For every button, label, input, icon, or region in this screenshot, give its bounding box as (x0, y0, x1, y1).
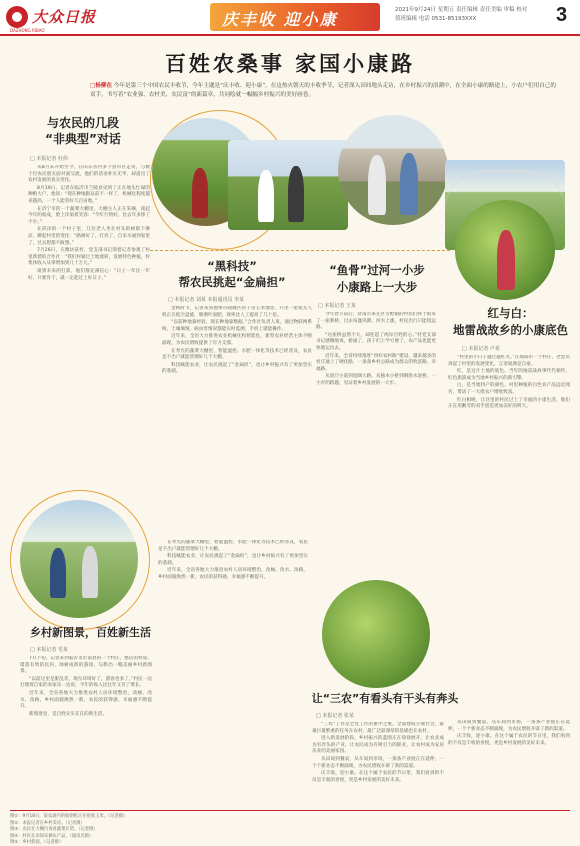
section-3-para: 近年来，全省持续推进“四好农村路”建设，越来越多的村庄通上了硬化路，一条条乡村公路成为群众的致富路、幸福路。 (316, 353, 436, 372)
photo-figure (400, 153, 418, 215)
caption-line: 图③：农民在大棚内查看蔬菜长势。（记者摄） (10, 827, 98, 832)
photo-village-interview (338, 115, 448, 225)
photo-figure (497, 230, 515, 290)
section-2-para: 在寿光的蔬菜大棚里，智能温控、水肥一体化等技术已经普及，农民足不出户就能管理好几个大棚。 (162, 348, 312, 361)
lead-byline: □杨柳在 (90, 83, 113, 89)
section-2-body (162, 306, 312, 536)
section-4-byline: □ 本报记者 卢某 (462, 346, 500, 352)
caption-line: 图②：本报记者在乡村采访。（记者摄） (10, 820, 85, 826)
section-2-para: 近年来，全省大力推进农业机械化和智能化，新型农业经营主体不断涌现，为农民增收提供了有力支撑。 (162, 334, 312, 346)
section-5-byline: □ 本报记者 毛某 (30, 647, 68, 653)
section-3-byline: □ 本报记者 王某 (318, 303, 356, 309)
section-6-body (312, 722, 444, 806)
section-1-para: 8月19日，记者在临沂市兰陵县见到了正在地头忙碌的种粮大户，他说：“现在种地跟以前不一样了，机械化程度越来越高，一个人能管好几百亩地。” (28, 185, 150, 204)
newspaper-logo-icon (6, 6, 28, 28)
photo-figure (82, 546, 98, 598)
photo-farmer-woman (455, 200, 555, 300)
section-6-para: “三农”工作是全党工作的重中之重。全面建成小康社会，最艰巨最繁重的任务在农村，最广泛最深厚的基础也在农村。 (312, 722, 444, 734)
section-1-para: 在菏泽的一个村子里，几位老人坐在村头的树荫下乘凉，聊起村里的变化：“路修好了，灯亮了，自来水通到家里了，过去想都不敢想。” (28, 227, 150, 246)
section-6-body-cont (448, 720, 570, 806)
photo-captions (10, 810, 570, 846)
section-2-para: 金秋时节，记者来到德州市陵城区的千亩玉米地里，只见一架架无人机正在低空盘旋，喷洒叶面肥，效率比人工提高了几十倍。 (162, 306, 312, 318)
section-6-title: 让“三农”有看头有干头有奔头 (311, 692, 459, 705)
section-6-byline: □ 本报记者 张某 (316, 713, 354, 719)
photo-farmers-field (228, 140, 348, 230)
page-headline: 百姓农桑事 家国小康路 (164, 51, 416, 76)
section-4-para: 白，是当地特产的颜色。村里种植的白色农产品远近闻名，带动了一大批农户增收致富。 (448, 383, 570, 395)
photo-figure (258, 170, 274, 222)
section-5-para: 近年来，全省各地大力推进农村人居环境整治，改厕、改水、改路，乡村面貌焕然一新，农民的获得感、幸福感不断提升。 (158, 568, 308, 580)
section-1-para: 谈到未来的打算，他们都充满信心：“日子一年比一年好，只要肯干，就一定能过上好日子。” (28, 268, 150, 281)
photo-figure (50, 548, 66, 598)
section-4-title (448, 305, 573, 339)
section-4-title-line1: 红与白： (487, 306, 534, 320)
date-line (395, 6, 527, 24)
section-4-para: 红白相映，让这里的村民过上了幸福的小康生活，他们正在用勤劳的双手创造更加美好的明天。 (448, 397, 570, 410)
section-2-para: 科技赋能农业，让农民挑起了“金扁担”，也让乡村振兴有了更加坚实的基础。 (158, 554, 308, 566)
newspaper-logo: 大众日报 (32, 8, 97, 26)
page-number: 3 (556, 4, 568, 26)
lead-text: 今年是第三个中国农民丰收节，今年主题是“庆丰收、迎小康”。在这热火朝天的丰收季节，记者深入田间地头走访，在乡村振兴的浪潮中，在全面小康的路途上，小农户们用自己的双手，书写着“农业强、农村美、农民富”的新篇章，共同绘就一幅幅乡村振兴的美好画卷。 (90, 83, 556, 98)
section-6-para: 庆丰收，迎小康。在这个属于农民的节日里，我们看到的不仅是丰收的喜悦，更是乡村发展的美好未来。 (312, 771, 444, 783)
section-2-title (152, 258, 312, 290)
section-1-byline: □ 本报记者 杜伟 (30, 156, 68, 162)
section-2-para: “以前种地靠经验，现在种地靠数据。”合作社负责人说，通过物联网系统，土壤墒情、病虫害情况都能实时监测，手机上就能操作。 (162, 320, 312, 332)
section-6-para: 从田间到餐桌，从车间到市场，一条条产业链正在延伸，一个个新业态不断涌现，为农民增收开辟了新的渠道。 (312, 756, 444, 769)
section-3-para: 从泥泞小道到宽阔大路，从独木小桥到钢筋水泥桥，一小步的跨越，见证着乡村发展的一大步。 (316, 374, 436, 386)
photo-harvest-produce (322, 580, 430, 688)
section-3-para: “这座桥虽然不大，却连起了两岸百姓的心。”村党支部书记感慨地说，桥通了，孩子们上学方便了，农产品也能更快地运出去。 (316, 332, 436, 351)
photo-figure (288, 166, 304, 222)
section-4-title-line2: 地雷战故乡的小康底色 (453, 323, 568, 337)
section-6-para: 庆丰收，迎小康。在这个属于农民的节日里，我们看到的不仅是丰收的喜悦，更是乡村发展的美好未来。 (448, 734, 570, 746)
date-line-1: 2021年9月24日 星期五 责任编辑 责任美编 审稿 校对 (395, 7, 528, 13)
section-2-title-line1: “黑科技” (207, 259, 257, 273)
newspaper-logo-sub: DAZHONG RIBAO (10, 28, 45, 33)
section-1-body (28, 165, 150, 315)
section-4-para: 红，是这片土地的底色。当年的地雷战故事代代相传，红色旅游成为当地乡村振兴的新引擎。 (448, 369, 570, 381)
decor-dashed-line (150, 250, 450, 251)
section-3-title-line1: “鱼骨”过河一小步 (329, 263, 425, 277)
date-line-2: 值班编辑 电话 0531-85193XXX (395, 16, 477, 22)
section-2-byline: □ 本报记者 刘某 本报通讯员 李某 (168, 297, 245, 303)
section-3-body (316, 312, 436, 572)
photo-farm-visit (20, 500, 138, 618)
caption-line: 图⑤：乡村新貌。（记者摄） (10, 840, 64, 845)
section-2-para: 在寿光的蔬菜大棚里，智能温控、水肥一体化等技术已经普及，农民足不出户就能管理好几个大棚。 (158, 540, 308, 552)
section-6-para: 从田间到餐桌，从车间到市场，一条条产业链正在延伸，一个个新业态不断涌现，为农民增收开辟了新的渠道。 (448, 720, 570, 732)
section-5-para: 新图景里，是百姓实实在在的新生活。 (29, 711, 108, 717)
section-1-title-line1: 与农民的几段 (46, 116, 119, 130)
photo-figure (368, 155, 386, 215)
photo-figure (192, 168, 208, 218)
section-5-para: 近年来，全省各地大力推进农村人居环境整治，改厕、改水、改路，乡村面貌焕然一新，农民的获得感、幸福感不断提升。 (20, 690, 152, 710)
theme-banner-text: 庆丰收 迎小康 (222, 10, 338, 29)
section-1-para: 7月26日，在潍坊某村，党支部书记领着记者参观了村里新建的合作社：“我们村通过土地流转，发展特色种植，村集体收入从零增加到几十万元。” (28, 248, 150, 267)
caption-line: 图①：9月18日，某农场内的收割机正在抢收玉米。（记者摄） (10, 814, 128, 819)
section-1-title-line2: “非典型”对话 (45, 132, 121, 146)
section-6-para: 进入新发展阶段，乡村振兴的蓝图正在徐徐展开，让农业成为有奔头的产业，让农民成为有吸引力的职业，让农村成为安居乐业的美丽家园。 (312, 736, 444, 755)
section-5-para: 7月下旬，记者来到临沂市沂南县的一个村庄，整洁的村道、错落有致的民居、绿树成荫的游园，勾勒出一幅美丽乡村新图景。 (20, 656, 152, 675)
section-1-para: 在济宁市的一个蔬菜大棚里，大棚主人正在采摘，谈起今年的收成，脸上洋溢着笑容：“今年行情好，比去年多挣了不少。” (28, 206, 150, 225)
lead-paragraph (90, 82, 560, 100)
section-4-body (448, 355, 570, 745)
masthead (0, 0, 580, 36)
section-2-title-line2: 帮农民挑起“金扁担” (178, 275, 286, 289)
caption-line: 图④：村民在田间采摘农产品。（通讯员摄） (10, 833, 94, 839)
section-1-para: 从8月末开始至今，在山东省内多个县市区走访，与数十位农民朋友面对面交流，他们的话语朴实无华，却道出了农村发展的真实变化。 (28, 165, 150, 184)
section-5-body (20, 656, 152, 801)
section-3-title (312, 262, 442, 296)
section-5-body-cont (158, 540, 308, 800)
theme-banner (210, 3, 380, 31)
section-5-title: 乡村新图景，百姓新生活 (30, 626, 151, 639)
section-2-para: 科技赋能农业，让农民挑起了“金扁担”，也让乡村振兴有了更加坚实的基础。 (162, 362, 312, 375)
section-3-para: 今年春节前后，济南市莱芜区雪野镇的村民们终于盼来了一座新桥，过去每逢汛期，河水上涨，村民出行只能绕远路。 (316, 312, 436, 331)
section-4-para: “村里的小日子越过越红火。”在海阳市一个村庄，老党员讲起了村里的发展变化，言语间满是自豪。 (448, 355, 570, 367)
section-5-para: “以前这里是脏乱差，现在环境好了，游客也多了。”村民一边打理着自家的农家乐一边说，今年的收入比往年又有了增长。 (20, 676, 152, 689)
section-3-title-line2: 小康路上一大步 (336, 280, 418, 294)
section-1-title (18, 115, 148, 147)
